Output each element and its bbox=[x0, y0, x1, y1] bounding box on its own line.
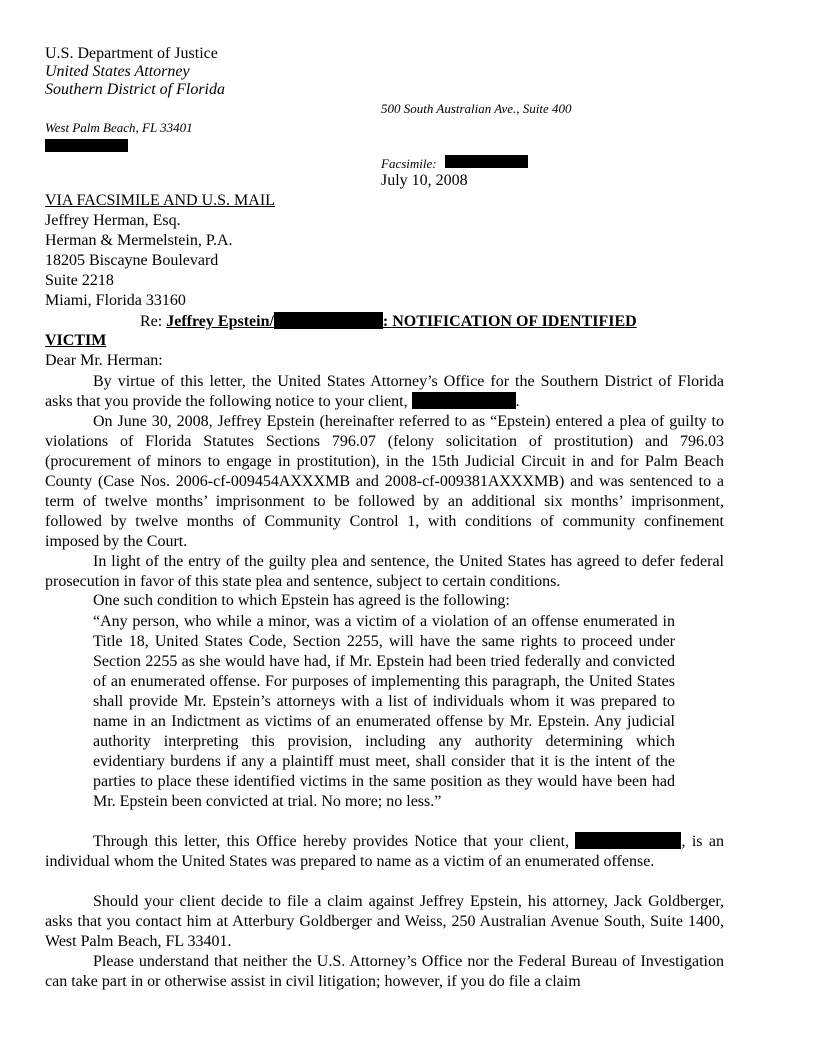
salutation: Dear Mr. Herman: bbox=[45, 352, 163, 369]
redacted-client-name bbox=[412, 392, 516, 409]
delivery-method: VIA FACSIMILE AND U.S. MAIL bbox=[45, 192, 275, 209]
district-name: Southern District of Florida bbox=[45, 81, 225, 98]
department-name: U.S. Department of Justice bbox=[45, 45, 218, 62]
re-line bbox=[140, 312, 637, 331]
letter-date: July 10, 2008 bbox=[381, 172, 468, 189]
re-subject: : NOTIFICATION OF IDENTIFIED bbox=[382, 313, 637, 330]
paragraph-1 bbox=[45, 372, 724, 412]
redacted-client-name-2 bbox=[575, 832, 681, 849]
re-name: Jeffrey Epstein/ bbox=[166, 313, 274, 330]
office-name: United States Attorney bbox=[45, 63, 190, 80]
paragraph-3: In light of the entry of the guilty plea and sentence, the United States has agreed to defer federal prosecution in favor of this state plea and sentence, subject to certain conditions. bbox=[45, 553, 724, 590]
facsimile-label: Facsimile: bbox=[381, 156, 437, 171]
recipient-city: Miami, Florida 33160 bbox=[45, 292, 186, 309]
paragraph-5 bbox=[45, 832, 724, 872]
recipient-name: Jeffrey Herman, Esq. bbox=[45, 212, 181, 229]
paragraph-7: Please understand that neither the U.S. Attorney’s Office nor the Federal Bureau of Investigation can take part in or otherwise assist in civil litigation; however, if you do file a claim bbox=[45, 953, 724, 990]
paragraph-5-text: Through this letter, this Office hereby provides Notice that your client, bbox=[93, 833, 576, 850]
re-prefix: Re: bbox=[140, 313, 167, 330]
plea-agreement-quote: “Any person, who while a minor, was a victim of a violation of an offense enumerated in Title 18, United States Code, Section 2255, will have the same rights to proceed under Section 2255 as she would have had, if Mr. Epstein had been tried federally and convicted of an enumerated offense. For purposes of implementing this paragraph, the United States shall provide Mr. Epstein’s attorneys with a list of individuals whom it was prepared to name in an Indictment as victims of an enumerated offense by Mr. Epstein. Any judicial authority interpreting this provision, including any authority determining which evidentiary burdens if any a plaintiff must meet, shall consider that it is the intent of the parties to place these identified victims in the same position as they would have been had Mr. Epstein been convicted at trial. No more; no less.” bbox=[93, 613, 675, 810]
redacted-facsimile bbox=[445, 155, 528, 168]
recipient-suite: Suite 2218 bbox=[45, 272, 114, 289]
redacted-phone bbox=[45, 139, 128, 152]
paragraph-4: One such condition to which Epstein has agreed is the following: bbox=[93, 592, 510, 609]
paragraph-6: Should your client decide to file a claim against Jeffrey Epstein, his attorney, Jack Goldberger, asks that you contact him at Atterbury Goldberger and Weiss, 250 Australian Avenue South, Suite 1400, West Palm Beach, FL 33401. bbox=[45, 893, 724, 950]
redacted-re-name bbox=[274, 312, 383, 329]
paragraph-1-text: By virtue of this letter, the United States Attorney’s Office for the Southern District of Florida asks that you provide the following notice to your client, bbox=[45, 373, 724, 410]
paragraph-5-end: , is an individual whom the United States was prepared to name as a victim of an enumerated offense. bbox=[45, 833, 724, 870]
re-subject-cont: VICTIM bbox=[45, 332, 107, 349]
recipient-street: 18205 Biscayne Boulevard bbox=[45, 252, 219, 269]
recipient-firm: Herman & Mermelstein, P.A. bbox=[45, 232, 233, 249]
office-address: 500 South Australian Ave., Suite 400 bbox=[381, 101, 572, 116]
office-city: West Palm Beach, FL 33401 bbox=[45, 120, 193, 135]
paragraph-2: On June 30, 2008, Jeffrey Epstein (hereinafter referred to as “Epstein) entered a plea of guilty to violations of Florida Statutes Sections 796.07 (felony solicitation of prostitution) and 796.03 (procurement of minors to engage in prostitution), in the 15th Judicial Circuit in and for Palm Beach County (Case Nos. 2006-cf-009454AXXXMB and 2008-cf-009381AXXXMB) and was sentenced to a term of twelve months’ imprisonment to be followed by an additional six months’ imprisonment, followed by twelve months of Community Control 1, with conditions of community confinement imposed by the Court. bbox=[45, 413, 724, 550]
paragraph-1-end: . bbox=[515, 393, 520, 410]
